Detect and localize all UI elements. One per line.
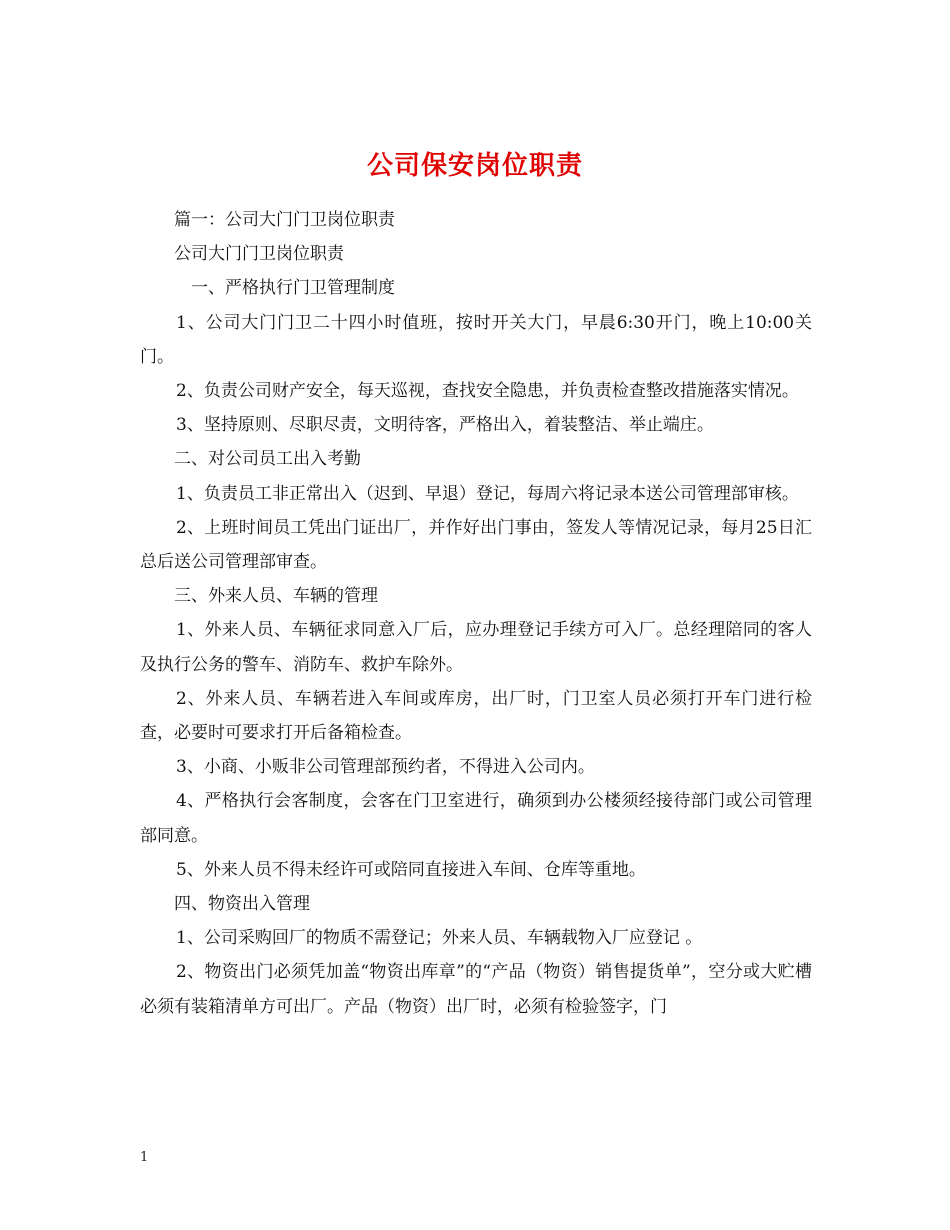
paragraph: 1、公司采购回厂的物质不需登记；外来人员、车辆载物入厂应登记 。 <box>176 928 703 949</box>
paragraph: 2、外来人员、车辆若进入车间或库房，出厂时，门卫室人员必须打开车门进行检查，必要时可要求打开后备箱检查。 <box>140 688 812 744</box>
paragraph: 5、外来人员不得未经许可或陪同直接进入车间、仓库等重地。 <box>176 859 646 880</box>
paragraph: 4、严格执行会客制度，会客在门卫室进行，确须到办公楼须经接待部门或公司管理部同意。 <box>140 791 812 846</box>
paragraph: 1、负责员工非正常出入（迟到、早退）登记，每周六将记录本送公司管理部审核。 <box>176 483 799 504</box>
subheading: 公司大门门卫岗位职责 <box>174 244 344 265</box>
document-title: 公司保安岗位职责 <box>366 151 583 182</box>
section-heading: 四、物资出入管理 <box>174 894 310 915</box>
paragraph: 2、物资出门必须凭加盖“物资出库章”的“产品（物资）销售提货单”，空分或大贮槽必须有装箱清单方可出厂。产品（物资）出厂时，必须有检验签字，门 <box>140 962 812 1017</box>
paragraph: 3、坚持原则、尽职尽责，文明待客，严格出入，着装整洁、举止端庄。 <box>176 415 714 436</box>
paragraph: 3、小商、小贩非公司管理部预约者，不得进入公司内。 <box>176 757 595 778</box>
paragraph: 1、公司大门门卫二十四小时值班，按时开关大门，早晨6:30开门，晚上10:00关门。 <box>140 312 812 367</box>
section-heading: 一、严格执行门卫管理制度 <box>191 278 395 299</box>
paragraph: 2、负责公司财产安全，每天巡视，查找安全隐患，并负责检查整改措施落实情况。 <box>176 381 799 402</box>
paragraph: 2、上班时间员工凭出门证出厂，并作好出门事由，签发人等情况记录，每月25日汇总后送公司管理部审查。 <box>140 517 812 573</box>
document-body <box>140 203 812 1024</box>
page-number: 1 <box>140 1150 149 1165</box>
section-heading: 篇一：公司大门门卫岗位职责 <box>174 210 395 230</box>
section-heading: 二、对公司员工出入考勤 <box>174 449 361 470</box>
paragraph: 1、外来人员、车辆征求同意入厂后，应办理登记手续方可入厂。总经理陪同的客人及执行公务的警车、消防车、救护车除外。 <box>140 620 812 675</box>
section-heading: 三、外来人员、车辆的管理 <box>174 586 378 607</box>
